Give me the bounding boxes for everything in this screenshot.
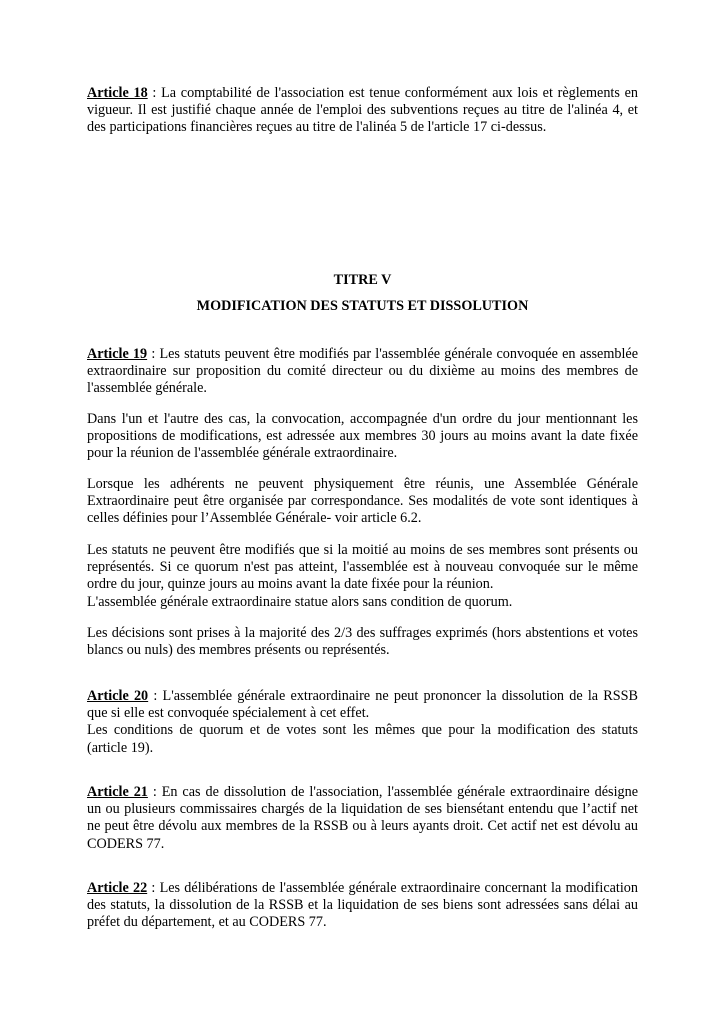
titre-heading: MODIFICATION DES STATUTS ET DISSOLUTION — [196, 298, 529, 314]
article-19-paragraph — [87, 346, 638, 398]
article-21-label: Article 21 — [87, 784, 148, 800]
article-20-paragraph — [87, 688, 638, 757]
article-18-label: Article 18 — [87, 85, 148, 101]
article-22-paragraph — [87, 880, 638, 932]
article-19-text: : Les statuts peuvent être modifiés par l'assemblée générale convoquée en assemblée extraordinaire sur proposition du comité directeur ou du dixième au moins des membres de l'assemblée générale. — [87, 346, 638, 397]
article-21-text: : En cas de dissolution de l'association, l'assemblée générale extraordinaire désigne un ou plusieurs commissaires chargés de la liquidation de ses biensétant entendu que l’actif net ne peut être dévolu aux membres de la RSSB ou à leurs ayants droit. Cet actif net est dévolu au CODERS 77. — [87, 784, 638, 852]
article-19-label: Article 19 — [87, 346, 148, 362]
titre-number: TITRE V — [333, 272, 392, 288]
article-18-text: : La comptabilité de l'association est tenue conformément aux lois et règlements en vigueur. Il est justifié chaque année de l'emploi des subventions reçues au titre de l'alinéa 4, et des participations financières reçues au titre de l'alinéa 5 de l'article 17 ci-dessus. — [87, 85, 638, 136]
article-20-label: Article 20 — [87, 688, 149, 704]
article-19-paragraph-3: Lorsque les adhérents ne peuvent physiquement être réunis, une Assemblée Générale Extraordinaire peut être organisée par correspondance. Ses modalités de vote sont identiques à celles définies pour l’Assemblée Générale- voir article 6.2. — [87, 476, 638, 527]
article-19-paragraph-4 — [87, 542, 638, 611]
article-18-paragraph — [87, 85, 638, 137]
article-20-paragraph-2: Les conditions de quorum et de votes sont les mêmes que pour la modification des statuts (article 19). — [87, 722, 638, 756]
article-22-label: Article 22 — [87, 880, 148, 896]
article-19-paragraph-4-text: Les statuts ne peuvent être modifiés que si la moitié au moins de ses membres sont présents ou représentés. Si ce quorum n'est pas atteint, l'assemblée est à nouveau convoquée sur le même ordre du jour, quinze jours au moins avant la date fixée pour la réunion. — [87, 542, 638, 593]
article-19-paragraph-2: Dans l'un et l'autre des cas, la convocation, accompagnée d'un ordre du jour mentionnant les propositions de modifications, est adressée aux membres 30 jours au moins avant la date fixée pour la réunion de l'assemblée générale extraordinaire. — [87, 411, 638, 462]
article-21-paragraph — [87, 784, 638, 853]
article-19-paragraph-4-quorum: L'assemblée générale extraordinaire statue alors sans condition de quorum. — [87, 593, 513, 610]
article-20-text: : L'assemblée générale extraordinaire ne peut prononcer la dissolution de la RSSB que si elle est convoquée spécialement à cet effet. — [87, 688, 638, 722]
article-22-text: : Les délibérations de l'assemblée générale extraordinaire concernant la modification des statuts, la dissolution de la RSSB et la liquidation de ses biens sont adressées sans délai au préfet du département, et au CODERS 77. — [87, 880, 638, 931]
article-19-paragraph-5: Les décisions sont prises à la majorité des 2/3 des suffrages exprimés (hors abstentions et votes blancs ou nuls) des membres présents ou représentés. — [87, 625, 638, 659]
